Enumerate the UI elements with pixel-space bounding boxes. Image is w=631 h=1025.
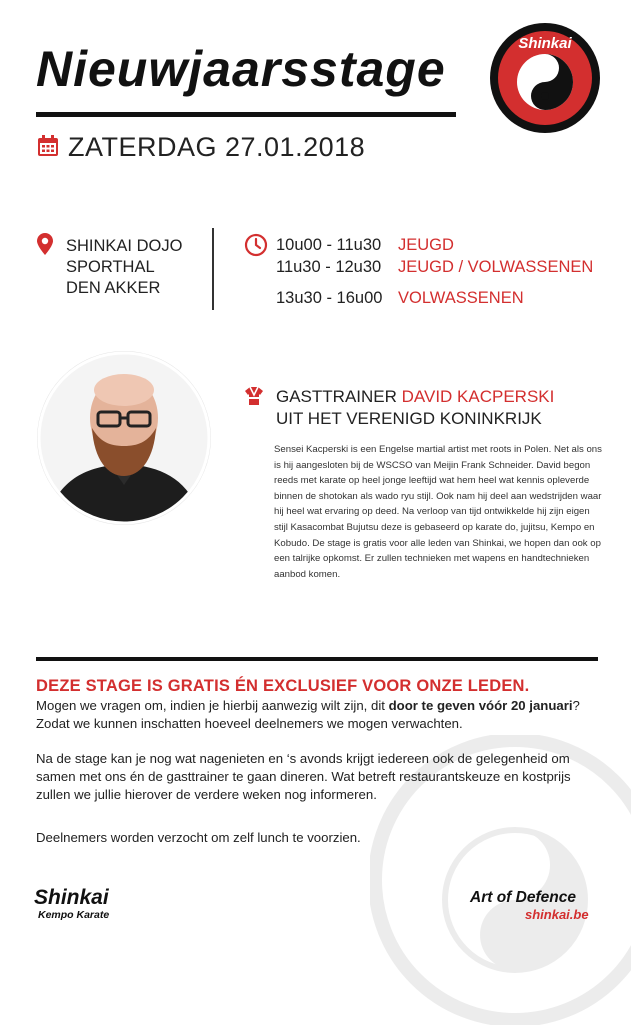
notice-deadline: door te geven vóór 20 januari xyxy=(388,698,573,713)
schedule-row xyxy=(276,258,593,277)
title-underline xyxy=(36,112,456,117)
footer-brand: Shinkai xyxy=(34,886,109,909)
location-line: SPORTHAL xyxy=(66,258,155,276)
map-pin-icon xyxy=(37,233,53,255)
event-date: ZATERDAG 27.01.2018 xyxy=(68,132,366,162)
location-line: SHINKAI DOJO xyxy=(66,237,183,255)
footer-tagline: Art of Defence xyxy=(470,889,576,906)
schedule-time: 13u30 - 16u00 xyxy=(276,289,383,307)
trainer-origin: UIT HET VERENIGD KONINKRIJK xyxy=(276,409,542,428)
trainer-heading xyxy=(276,386,554,430)
clock-icon xyxy=(244,233,268,257)
schedule-time: 11u30 - 12u30 xyxy=(276,258,382,276)
schedule-group: VOLWASSENEN xyxy=(398,289,524,307)
lunch-paragraph: Deelnemers worden verzocht om zelf lunch te voorzien. xyxy=(36,830,361,845)
logo-text: Shinkai xyxy=(518,35,572,52)
footer-url: shinkai.be xyxy=(525,907,589,922)
trainer-label: GASTTRAINER xyxy=(276,387,402,406)
location-line: DEN AKKER xyxy=(66,279,161,297)
page-title: Nieuwjaarsstage xyxy=(36,41,446,97)
dinner-paragraph: Na de stage kan je nog wat nagenieten en ‘s avonds krijgt iedereen ook de gelegenheid om samen met ons én de gasttrainer te gaan dineren. Wat betreft restaurantskeuze en kostprijs zullen we jullie hierover de verdere weken nog informeren. xyxy=(36,751,571,802)
calendar-icon xyxy=(37,135,59,157)
shinkai-logo xyxy=(489,22,601,134)
location xyxy=(66,236,182,299)
schedule-time: 10u00 - 11u30 xyxy=(276,236,382,254)
footer-brand-sub: Kempo Karate xyxy=(38,909,110,921)
notice-heading: DEZE STAGE IS GRATIS ÉN EXCLUSIEF VOOR ONZE LEDEN. xyxy=(36,677,530,695)
notice-paragraph xyxy=(36,697,606,733)
section-divider xyxy=(36,657,598,661)
uniform-icon xyxy=(244,386,264,406)
schedule-row xyxy=(276,289,524,308)
schedule-group: JEUGD xyxy=(398,236,454,254)
schedule-row xyxy=(276,236,454,255)
vertical-divider xyxy=(212,228,214,310)
trainer-name: DAVID KACPERSKI xyxy=(401,387,555,406)
notice-text: Mogen we vragen om, indien je hierbij aanwezig wilt zijn, dit xyxy=(36,698,389,713)
trainer-bio: Sensei Kacperski is een Engelse martial artist met roots in Polen. Net als ons is hij aangesloten bij de WSCSO van Meijin Frank Schneider. David begon reeds met karate op heel jonge leeftijd wat hem heel wat kennis opleverde binnen de shotokan als wado ryu stijl. Ook nam hij deel aan wedstrijden waar hij heel wat ervaring op deed. Na verloop van tijd ontwikkelde hij zijn eigen stijl Kasacombat Bujutsu deze is gebaseerd op karate do, jujitsu, Kempo en Kobudo. De stage is gratis voor alle leden van Shinkai, we hopen dan ook op een talrijke opkomst. Er zullen technieken met wapens en handtechnieken aanbod komen. xyxy=(274,444,602,580)
schedule-group: JEUGD / VOLWASSENEN xyxy=(398,258,594,276)
notice-text: ? Zodat we kunnen inschatten hoeveel deelnemers we mogen verwachten. xyxy=(36,698,580,731)
trainer-photo xyxy=(36,350,212,526)
